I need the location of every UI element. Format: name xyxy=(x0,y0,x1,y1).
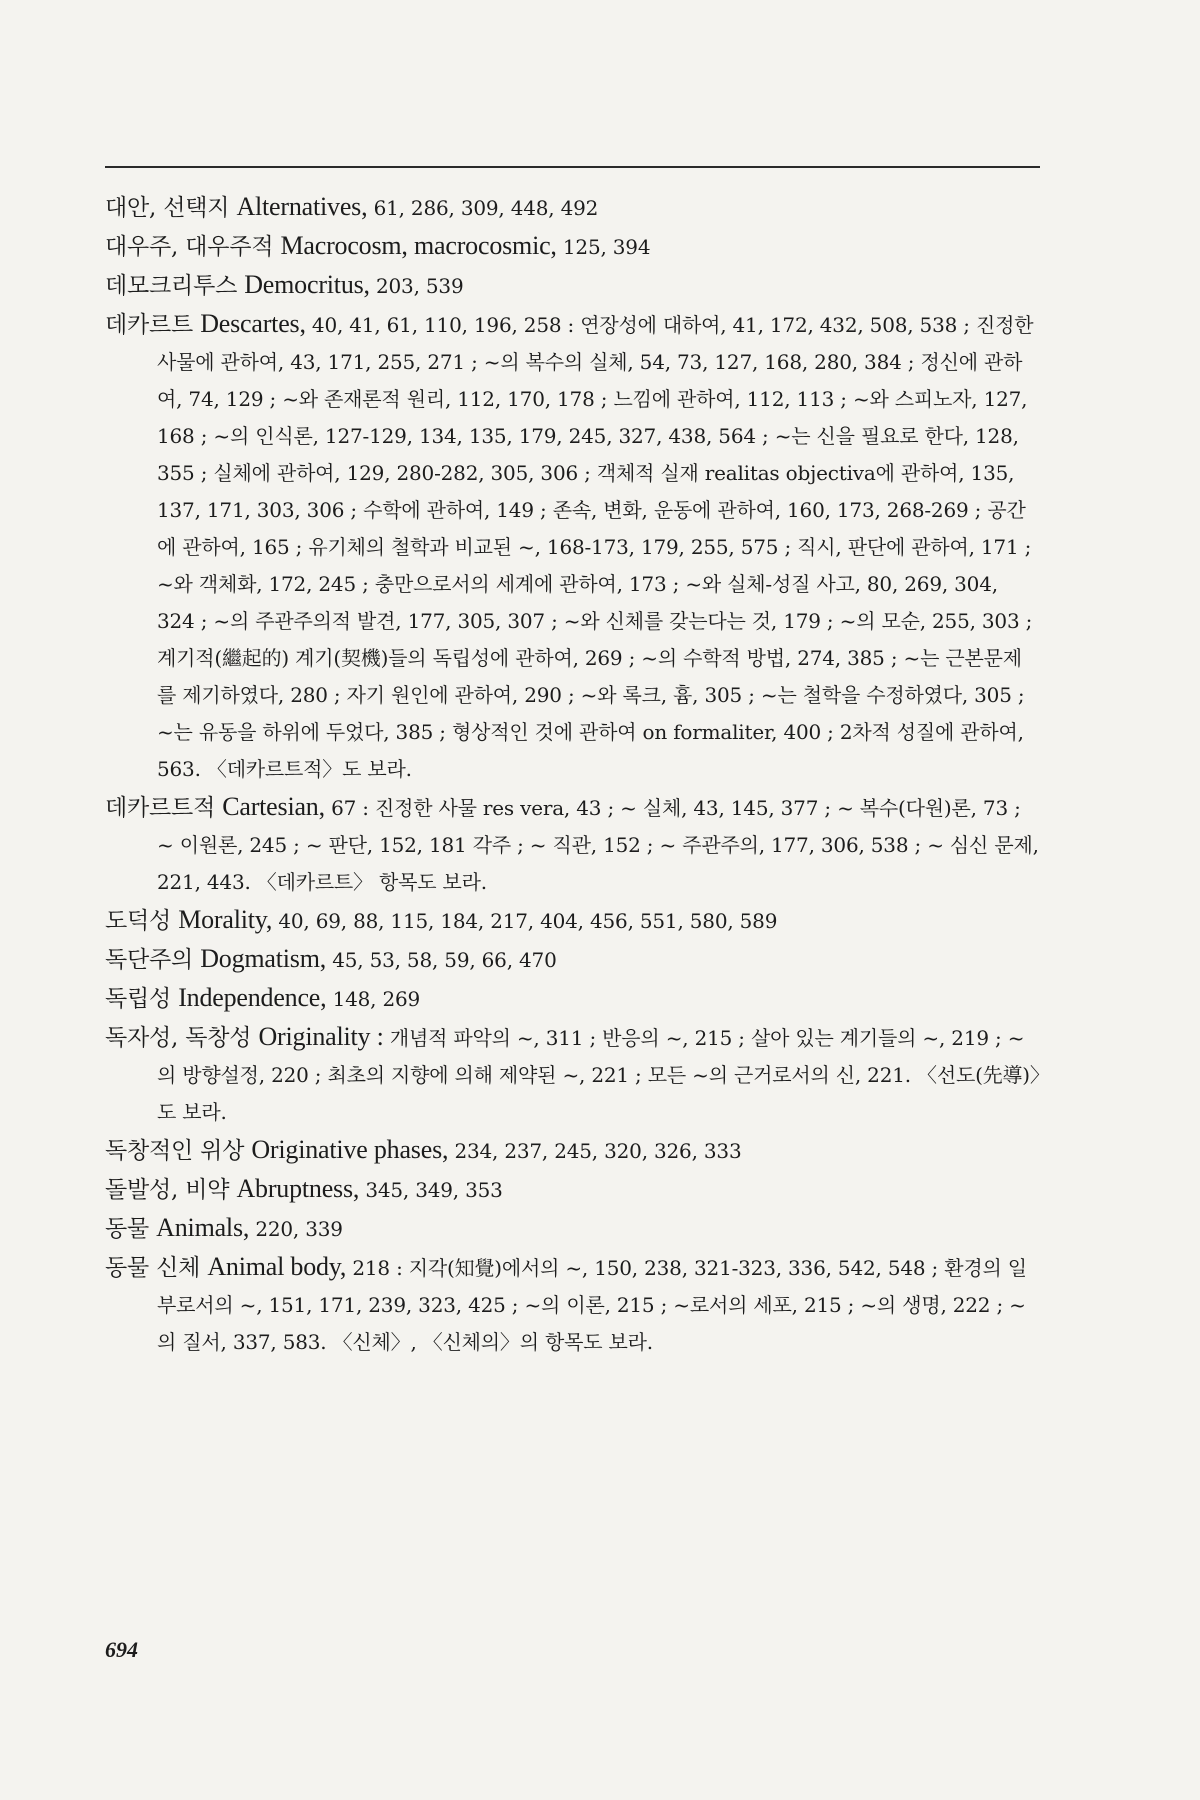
entry-refs: 148, 269 xyxy=(326,987,421,1011)
entry-term-ko: 돌발성, 비약 xyxy=(105,1177,230,1203)
entry-refs: 125, 394 xyxy=(556,235,651,259)
index-entry xyxy=(105,1209,1040,1248)
index-entry xyxy=(105,266,1040,305)
entry-term-ko: 데카르트적 xyxy=(105,795,216,821)
page-number: 694 xyxy=(105,1637,138,1662)
entry-term-ko: 독단주의 xyxy=(105,947,194,973)
index-entry xyxy=(105,979,1040,1018)
entry-refs: 67 : 진정한 사물 res vera, 43 ; ~ 실체, 43, 145, 377 ; ~ 복수(다원)론, 73 ; ~ 이원론, 245 ; ~ 판단, 152, 181 각주 ; ~ 직관, 152 ; ~ 주관주의, 177, 306, 538 ; ~ 심신 문제, 221, 443. 〈데카르트〉 항목도 보라. xyxy=(157,796,1039,894)
entry-term-ko: 대안, 선택지 xyxy=(105,195,230,221)
entry-refs: 45, 53, 58, 59, 66, 470 xyxy=(326,948,557,972)
entry-term-en: Originality : xyxy=(258,1022,384,1051)
index-entry xyxy=(105,1018,1040,1131)
entry-term-ko: 데모크리투스 xyxy=(105,273,238,299)
entry-term-en: Animals, xyxy=(156,1213,250,1242)
index-entry xyxy=(105,1248,1040,1361)
entry-refs: 40, 41, 61, 110, 196, 258 : 연장성에 대하여, 41, 172, 432, 508, 538 ; 진정한 사물에 관하여, 43, 171, 255, 271 ; ~의 복수의 실체, 54, 73, 127, 168, 280, 384 ; 정신에 관하여, 74, 129 ; ~와 존재론적 원리, 112, 170, 178 ; 느낌에 관하여, 112, 113 ; ~와 스피노자, 127, 168 ; ~의 인식론, 127-129, 134, 135, 179, 245, 327, 438, 564 ; ~는 신을 필요로 한다, 128, 355 ; 실체에 관하여, 129, 280-282, 305, 306 ; 객체적 실재 realitas objectiva에 관하여, 135, 137, 171, 303, 306 ; 수학에 관하여, 149 ; 존속, 변화, 운동에 관하여, 160, 173, 268-269 ; 공간에 관하여, 165 ; 유기체의 철학과 비교된 ~, 168-173, 179, 255, 575 ; 직시, 판단에 관하여, 171 ; ~와 객체화, 172, 245 ; 충만으로서의 세계에 관하여, 173 ; ~와 실체-성질 사고, 80, 269, 304, 324 ; ~의 주관주의적 발견, 177, 305, 307 ; ~와 신체를 갖는다는 것, 179 ; ~의 모순, 255, 303 ; 계기적(繼起的) 계기(契機)들의 독립성에 관하여, 269 ; ~의 수학적 방법, 274, 385 ; ~는 근본문제를 제기하였다, 280 ; 자기 원인에 관하여, 290 ; ~와 록크, 흄, 305 ; ~는 철학을 수정하였다, 305 ; ~는 유동을 하위에 두었다, 385 ; 형상적인 것에 관하여 on formaliter, 400 ; 2차적 성질에 관하여, 563. 〈데카르트적〉도 보라. xyxy=(157,313,1034,781)
index-entry xyxy=(105,1131,1040,1170)
top-rule xyxy=(105,166,1040,168)
entry-term-en: Animal body, xyxy=(207,1252,347,1281)
entry-refs: 개념적 파악의 ~, 311 ; 반응의 ~, 215 ; 살아 있는 계기들의 ~, 219 ; ~의 방향설정, 220 ; 최초의 지향에 의해 제약된 ~, 221 ; 모든 ~의 근거로서의 신, 221. 〈선도(先導)〉도 보라. xyxy=(157,1026,1040,1124)
entry-refs: 40, 69, 88, 115, 184, 217, 404, 456, 551, 580, 589 xyxy=(272,909,778,933)
index-entry xyxy=(105,788,1040,901)
entry-term-en: Descartes, xyxy=(200,309,306,338)
entry-term-en: Democritus, xyxy=(244,270,370,299)
entry-term-en: Morality, xyxy=(178,905,273,934)
entry-refs: 203, 539 xyxy=(369,274,464,298)
index-entry xyxy=(105,1170,1040,1209)
entry-term-en: Alternatives, xyxy=(236,192,368,221)
entry-term-en: Abruptness, xyxy=(236,1174,360,1203)
entry-term-en: Macrocosm, macrocosmic, xyxy=(280,231,557,260)
entry-term-ko: 독창적인 위상 xyxy=(105,1138,245,1164)
entry-term-ko: 동물 신체 xyxy=(105,1255,201,1281)
entry-term-ko: 데카르트 xyxy=(105,312,194,338)
entry-refs: 345, 349, 353 xyxy=(359,1178,503,1202)
entry-term-en: Cartesian, xyxy=(222,792,325,821)
index-entry xyxy=(105,188,1040,227)
index-entry xyxy=(105,305,1040,788)
index-entry xyxy=(105,901,1040,940)
entry-term-ko: 독립성 xyxy=(105,986,172,1012)
entry-term-ko: 대우주, 대우주적 xyxy=(105,234,274,260)
entry-refs: 220, 339 xyxy=(249,1217,343,1241)
index-entry xyxy=(105,227,1040,266)
entry-term-en: Independence, xyxy=(178,983,327,1012)
entry-refs: 234, 237, 245, 320, 326, 333 xyxy=(448,1139,742,1163)
entry-refs: 61, 286, 309, 448, 492 xyxy=(367,196,599,220)
entry-refs: 218 : 지각(知覺)에서의 ~, 150, 238, 321-323, 336, 542, 548 ; 환경의 일부로서의 ~, 151, 171, 239, 323, 425 ; ~의 이론, 215 ; ~로서의 세포, 215 ; ~의 생명, 222 ; ~의 질서, 337, 583. 〈신체〉, 〈신체의〉의 항목도 보라. xyxy=(157,1256,1027,1354)
entry-term-ko: 동물 xyxy=(105,1216,150,1242)
entry-term-en: Originative phases, xyxy=(251,1135,449,1164)
entry-term-ko: 도덕성 xyxy=(105,908,172,934)
entry-term-en: Dogmatism, xyxy=(200,944,327,973)
entry-term-ko: 독자성, 독창성 xyxy=(105,1025,252,1051)
index-list xyxy=(105,188,1040,1361)
index-entry xyxy=(105,940,1040,979)
